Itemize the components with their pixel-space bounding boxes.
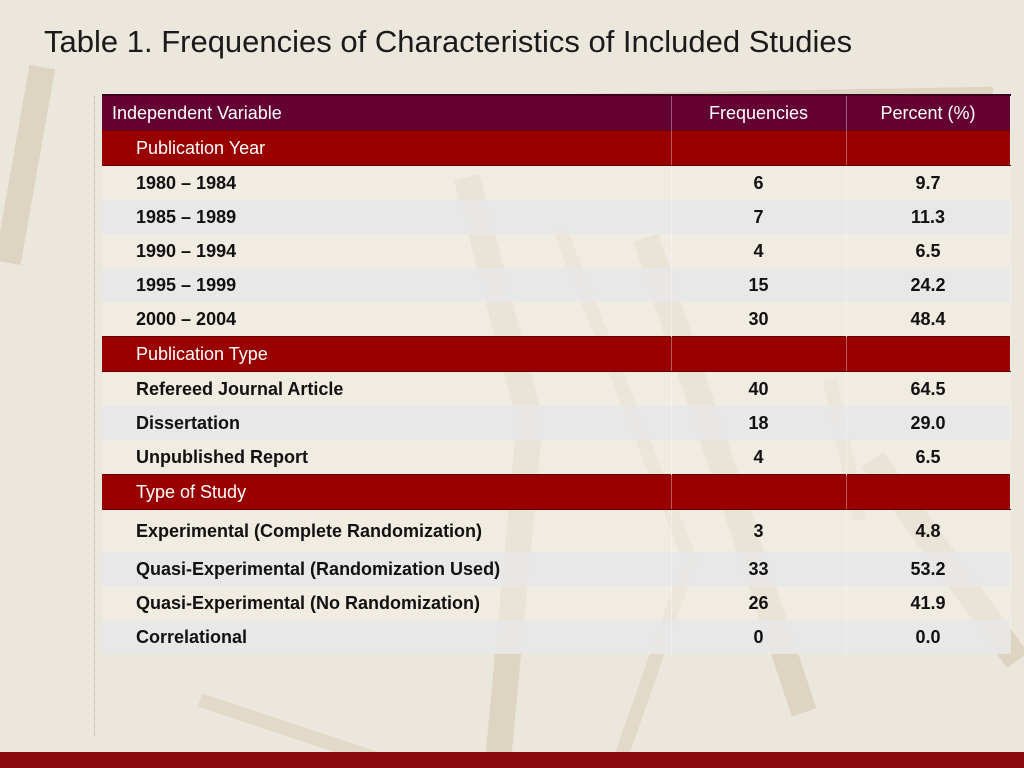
- dotted-guide-line: [94, 96, 95, 736]
- header-frequencies: Frequencies: [671, 95, 846, 131]
- cell-variable: Refereed Journal Article: [102, 372, 671, 407]
- cell-percent: 6.5: [846, 440, 1010, 475]
- cell-percent: 29.0: [846, 406, 1010, 440]
- cell-frequency: [671, 337, 846, 372]
- table-row: [102, 620, 1010, 654]
- cell-frequency: 4: [671, 440, 846, 475]
- cell-variable: 1990 – 1994: [102, 234, 671, 268]
- cell-frequency: 33: [671, 552, 846, 586]
- table-row: [102, 302, 1010, 337]
- section-label: Publication Type: [102, 337, 671, 372]
- section-row-type-of-study: [102, 475, 1010, 510]
- cell-variable: 2000 – 2004: [102, 302, 671, 337]
- cell-frequency: 18: [671, 406, 846, 440]
- table-row: [102, 586, 1010, 620]
- cell-percent: [846, 131, 1010, 166]
- table-row: [102, 200, 1010, 234]
- table-row: [102, 268, 1010, 302]
- table-row: [102, 234, 1010, 268]
- table-row: [102, 440, 1010, 475]
- cell-variable: Experimental (Complete Randomization): [102, 510, 671, 553]
- cell-frequency: 0: [671, 620, 846, 654]
- table-row: [102, 406, 1010, 440]
- cell-frequency: 15: [671, 268, 846, 302]
- cell-variable: Unpublished Report: [102, 440, 671, 475]
- cell-percent: 11.3: [846, 200, 1010, 234]
- section-label: Type of Study: [102, 475, 671, 510]
- cell-percent: [846, 337, 1010, 372]
- section-row-publication-year: [102, 131, 1010, 166]
- cell-variable: Dissertation: [102, 406, 671, 440]
- cell-variable: 1995 – 1999: [102, 268, 671, 302]
- cell-variable: Quasi-Experimental (No Randomization): [102, 586, 671, 620]
- table-row: [102, 510, 1010, 553]
- cell-percent: 0.0: [846, 620, 1010, 654]
- frequency-table: [102, 94, 1011, 654]
- cell-frequency: 40: [671, 372, 846, 407]
- cell-frequency: 6: [671, 166, 846, 201]
- cell-percent: [846, 475, 1010, 510]
- table-row: [102, 552, 1010, 586]
- cell-variable: 1980 – 1984: [102, 166, 671, 201]
- cell-percent: 9.7: [846, 166, 1010, 201]
- cell-frequency: 7: [671, 200, 846, 234]
- table-header-row: [102, 95, 1010, 131]
- cell-variable: Correlational: [102, 620, 671, 654]
- cell-percent: 6.5: [846, 234, 1010, 268]
- table-row: [102, 372, 1010, 407]
- cell-percent: 41.9: [846, 586, 1010, 620]
- cell-percent: 53.2: [846, 552, 1010, 586]
- section-label: Publication Year: [102, 131, 671, 166]
- cell-frequency: [671, 131, 846, 166]
- header-percent: Percent (%): [846, 95, 1010, 131]
- cell-frequency: [671, 475, 846, 510]
- section-row-publication-type: [102, 337, 1010, 372]
- cell-percent: 4.8: [846, 510, 1010, 553]
- header-independent-variable: Independent Variable: [102, 95, 671, 131]
- cell-frequency: 3: [671, 510, 846, 553]
- cell-frequency: 4: [671, 234, 846, 268]
- table-row: [102, 166, 1010, 201]
- cell-percent: 24.2: [846, 268, 1010, 302]
- footer-bar: [0, 752, 1024, 768]
- cell-variable: Quasi-Experimental (Randomization Used): [102, 552, 671, 586]
- cell-frequency: 30: [671, 302, 846, 337]
- cell-frequency: 26: [671, 586, 846, 620]
- slide-title: Table 1. Frequencies of Characteristics of Included Studies: [44, 24, 853, 59]
- cell-variable: 1985 – 1989: [102, 200, 671, 234]
- cell-percent: 64.5: [846, 372, 1010, 407]
- cell-percent: 48.4: [846, 302, 1010, 337]
